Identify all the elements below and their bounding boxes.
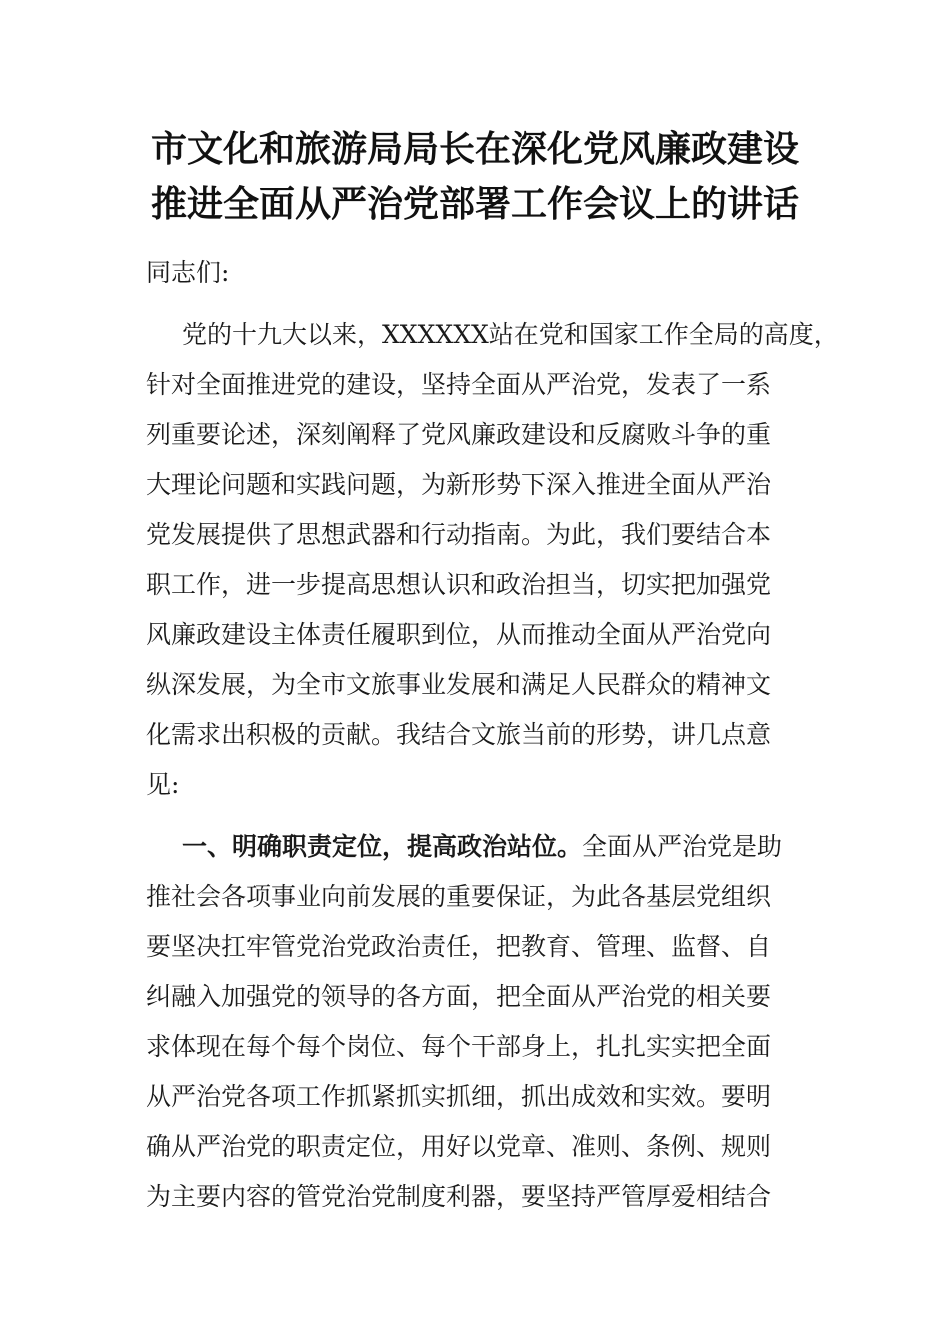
paragraph-line: 确从严治党的职责定位，用好以党章、准则、条例、规则 xyxy=(146,1132,772,1161)
paragraph-line: 要坚决扛牢管党治党政治责任，把教育、管理、监督、自 xyxy=(146,932,772,961)
paragraph-line: 大理论问题和实践问题，为新形势下深入推进全面从严治 xyxy=(146,470,772,499)
title-line-2: 推进全面从严治党部署工作会议上的讲话 xyxy=(150,184,799,225)
paragraph-line: 职工作，进一步提高思想认识和政治担当，切实把加强党 xyxy=(146,570,772,599)
salutation: 同志们: xyxy=(146,258,230,287)
paragraph-line-rest: 全面从严治党是助 xyxy=(582,832,783,861)
paragraph-line: 化需求出积极的贡献。我结合文旅当前的形势，讲几点意 xyxy=(146,720,772,749)
paragraph-line: 求体现在每个每个岗位、每个干部身上，扎扎实实把全面 xyxy=(146,1032,772,1061)
paragraph-line: 纠融入加强党的领导的各方面，把全面从严治党的相关要 xyxy=(146,982,772,1011)
paragraph-line: 风廉政建设主体责任履职到位，从而推动全面从严治党向 xyxy=(146,620,772,649)
paragraph-line: 纵深发展，为全市文旅事业发展和满足人民群众的精神文 xyxy=(146,670,772,699)
paragraph-line: 从严治党各项工作抓紧抓实抓细，抓出成效和实效。要明 xyxy=(146,1082,772,1111)
paragraph-line: 针对全面推进党的建设，坚持全面从严治党，发表了一系 xyxy=(146,370,772,399)
paragraph-1 xyxy=(146,310,839,810)
paragraph-line: 见: xyxy=(146,770,180,799)
title-line-1: 市文化和旅游局局长在深化党风廉政建设 xyxy=(150,129,799,170)
paragraph-line: 为主要内容的管党治党制度利器，要坚持严管厚爱相结合 xyxy=(146,1182,772,1211)
paragraph-2 xyxy=(146,822,826,1222)
paragraph-line: 推社会各项事业向前发展的重要保证，为此各基层党组织 xyxy=(146,882,772,911)
paragraph-line: 党的十九大以来，XXXXXX站在党和国家工作全局的高度， xyxy=(182,320,839,349)
paragraph-line: 列重要论述，深刻阐释了党风廉政建设和反腐败斗争的重 xyxy=(146,420,772,449)
document-title xyxy=(0,122,950,232)
paragraph-line: 党发展提供了思想武器和行动指南。为此，我们要结合本 xyxy=(146,520,772,549)
paragraph-first-line xyxy=(146,822,826,872)
section-heading: 一、明确职责定位，提高政治站位。 xyxy=(182,832,583,861)
